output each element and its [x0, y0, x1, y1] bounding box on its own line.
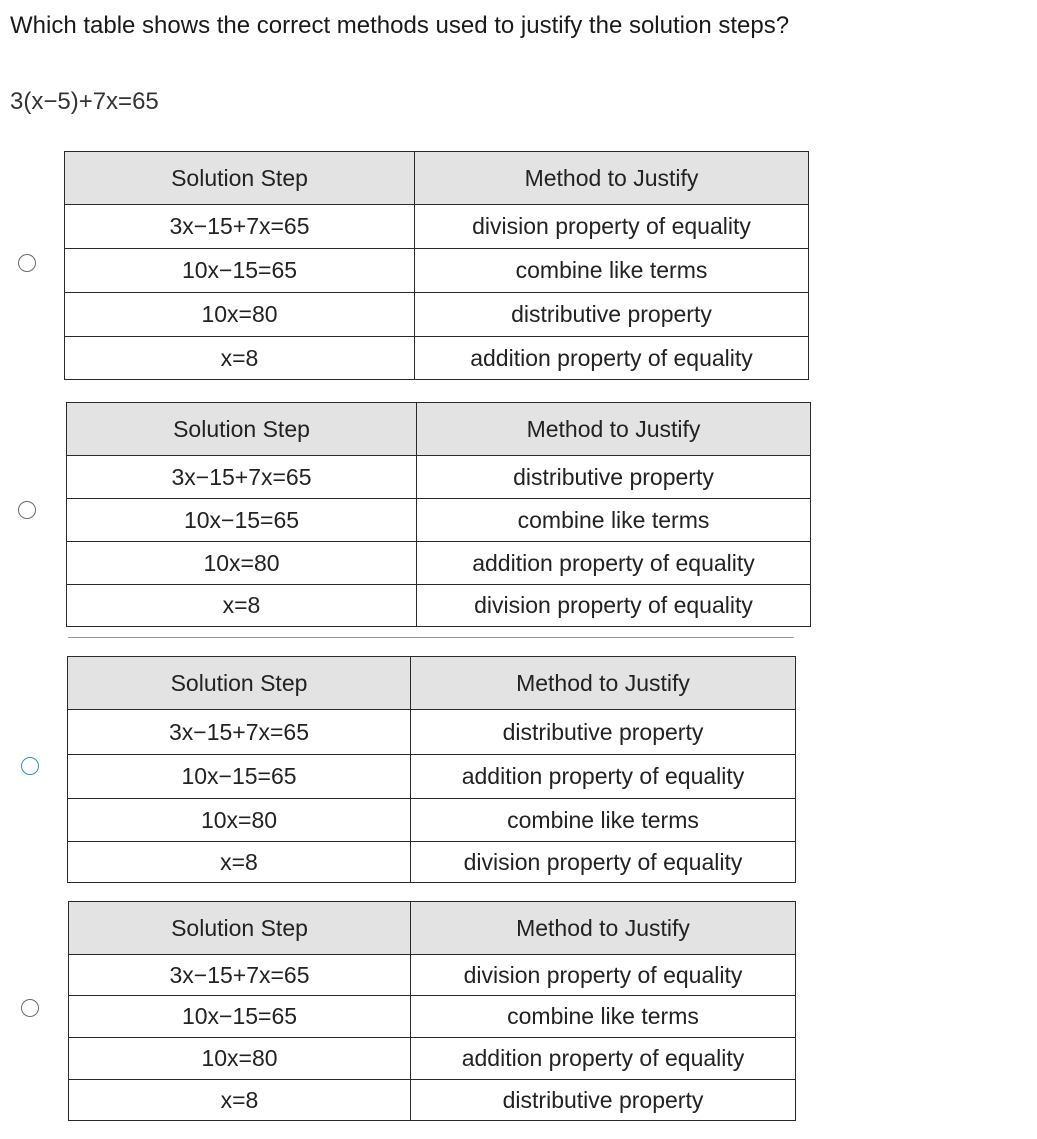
- header-method-to-justify: Method to Justify: [411, 657, 796, 710]
- question-text: Which table shows the correct methods used to justify the solution steps?: [10, 12, 790, 39]
- method-cell: combine like terms: [411, 799, 796, 842]
- step-cell: x=8: [65, 337, 415, 380]
- option-3-radio[interactable]: [21, 757, 39, 775]
- method-cell: division property of equality: [411, 842, 796, 883]
- header-method-to-justify: Method to Justify: [415, 152, 809, 205]
- step-cell: 10x−15=65: [65, 249, 415, 293]
- step-cell: 10x=80: [67, 542, 417, 585]
- method-cell: addition property of equality: [417, 542, 811, 585]
- step-cell: 3x−15+7x=65: [69, 955, 411, 996]
- focus-separator: [68, 637, 794, 639]
- equation: 3(x−5)+7x=65: [10, 88, 159, 115]
- step-cell: 10x=80: [68, 799, 411, 842]
- step-cell: 3x−15+7x=65: [65, 205, 415, 249]
- method-cell: combine like terms: [411, 996, 796, 1038]
- method-cell: addition property of equality: [415, 337, 809, 380]
- method-cell: division property of equality: [417, 585, 811, 627]
- step-cell: 3x−15+7x=65: [67, 456, 417, 499]
- step-cell: x=8: [69, 1080, 411, 1121]
- step-cell: 10x−15=65: [67, 499, 417, 542]
- method-cell: division property of equality: [411, 955, 796, 996]
- method-cell: distributive property: [411, 1080, 796, 1121]
- step-cell: 10x=80: [65, 293, 415, 337]
- header-method-to-justify: Method to Justify: [411, 902, 796, 955]
- step-cell: x=8: [67, 585, 417, 627]
- method-cell: distributive property: [411, 710, 796, 755]
- header-solution-step: Solution Step: [69, 902, 411, 955]
- option-2-table[interactable]: [66, 402, 811, 627]
- option-1-table[interactable]: [64, 151, 809, 380]
- header-solution-step: Solution Step: [65, 152, 415, 205]
- header-solution-step: Solution Step: [68, 657, 411, 710]
- option-1-radio[interactable]: [18, 254, 36, 272]
- option-3-table[interactable]: [67, 656, 796, 883]
- option-2-radio[interactable]: [18, 501, 36, 519]
- step-cell: 10x=80: [69, 1038, 411, 1080]
- method-cell: addition property of equality: [411, 755, 796, 799]
- header-method-to-justify: Method to Justify: [417, 403, 811, 456]
- method-cell: division property of equality: [415, 205, 809, 249]
- step-cell: 3x−15+7x=65: [68, 710, 411, 755]
- header-solution-step: Solution Step: [67, 403, 417, 456]
- method-cell: addition property of equality: [411, 1038, 796, 1080]
- option-4-radio[interactable]: [21, 999, 39, 1017]
- option-4-table[interactable]: [68, 901, 796, 1121]
- method-cell: distributive property: [417, 456, 811, 499]
- step-cell: 10x−15=65: [69, 996, 411, 1038]
- step-cell: x=8: [68, 842, 411, 883]
- method-cell: combine like terms: [415, 249, 809, 293]
- method-cell: combine like terms: [417, 499, 811, 542]
- method-cell: distributive property: [415, 293, 809, 337]
- step-cell: 10x−15=65: [68, 755, 411, 799]
